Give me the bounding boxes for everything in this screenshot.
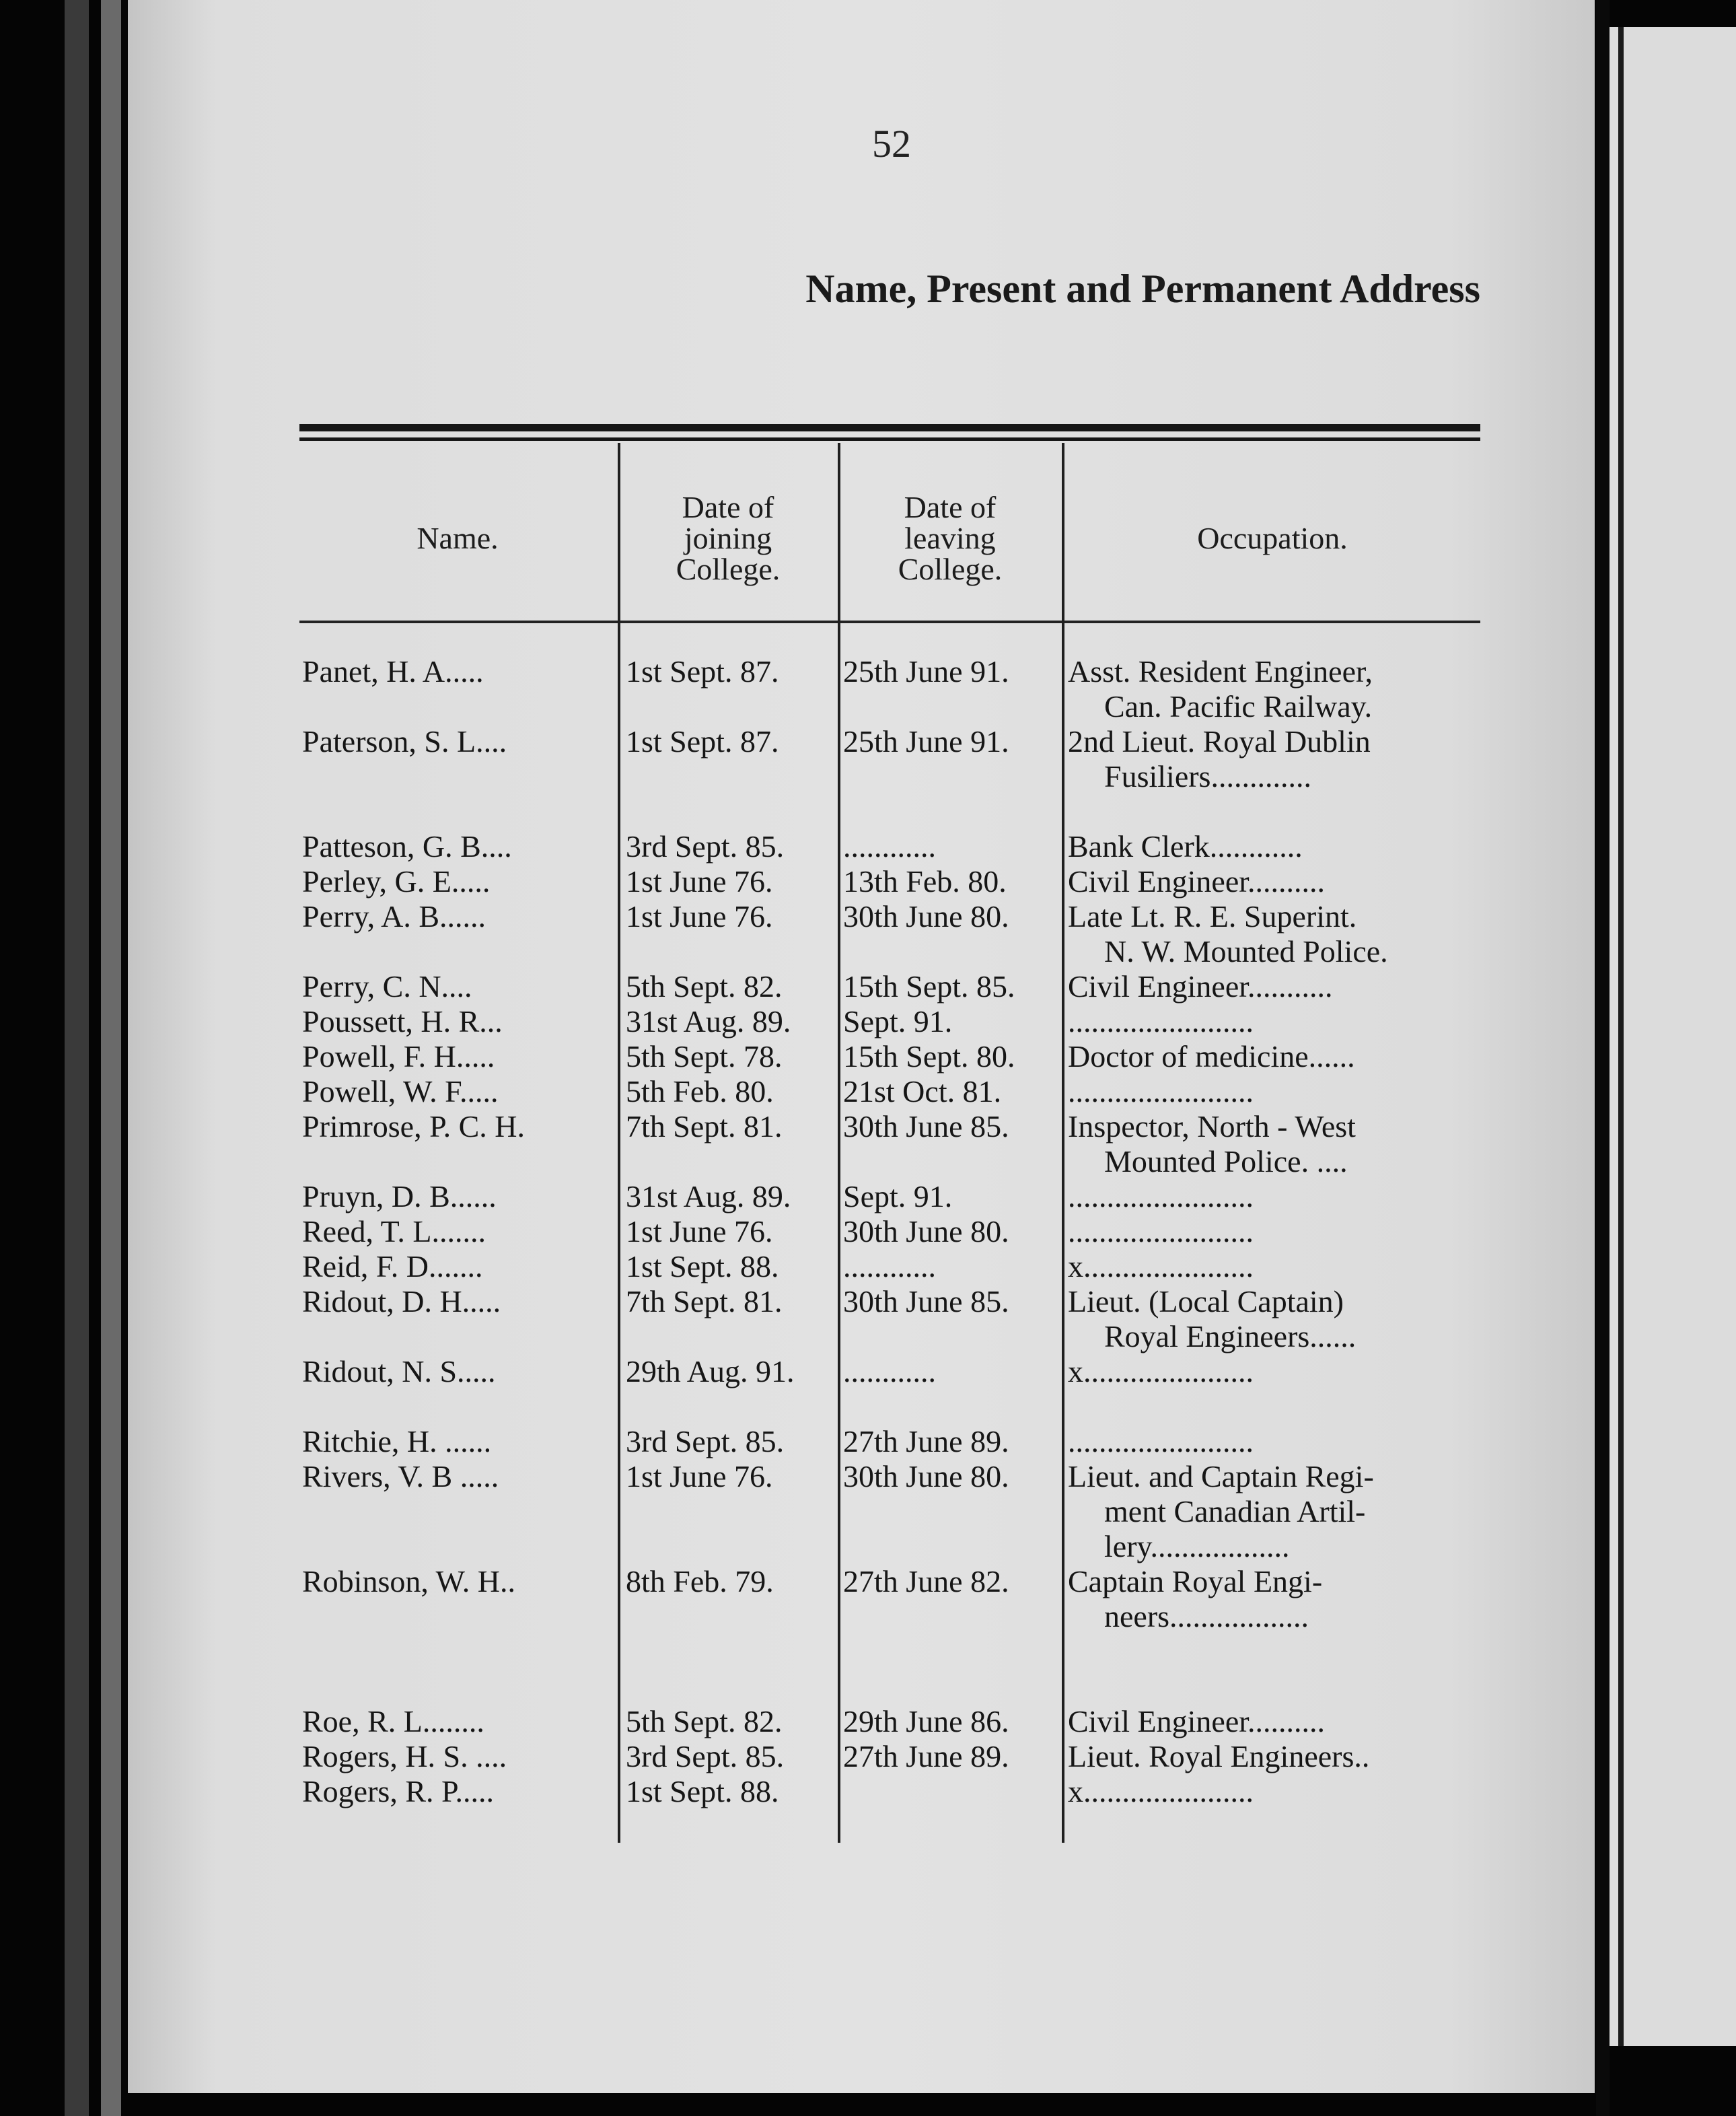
entry-occupation: Fusiliers............. — [1104, 759, 1311, 794]
row-line — [299, 1284, 1484, 1319]
adjacent-page — [1610, 27, 1736, 2046]
entry-occupation: Civil Engineer.......... — [1068, 864, 1326, 898]
row-line — [299, 1074, 1484, 1109]
entry-date-joining: 1st June 76. — [626, 864, 773, 898]
row-line — [299, 899, 1484, 934]
table-row — [299, 1179, 1484, 1214]
entry-name: Powell, F. H..... — [302, 1039, 495, 1073]
entry-name: Rogers, H. S. .... — [302, 1739, 507, 1773]
entry-date-leaving: 30th June 85. — [843, 1284, 1009, 1318]
entry-occupation: Bank Clerk............ — [1068, 829, 1303, 863]
entry-occupation: Lieut. (Local Captain) — [1068, 1284, 1344, 1318]
row-line — [299, 1564, 1484, 1599]
entry-date-leaving: 27th June 89. — [843, 1424, 1009, 1458]
entry-occupation: lery.................. — [1104, 1529, 1290, 1563]
entry-date-joining: 1st Sept. 88. — [626, 1774, 779, 1808]
entry-date-leaving: 25th June 91. — [843, 724, 1009, 759]
entry-name: Ridout, D. H..... — [302, 1284, 501, 1318]
entry-name: Perry, C. N.... — [302, 969, 472, 1003]
row-line — [299, 1494, 1484, 1529]
table-row — [299, 899, 1484, 969]
entry-date-joining: 1st Sept. 87. — [626, 724, 779, 759]
entry-date-joining: 7th Sept. 81. — [626, 1109, 783, 1143]
row-line — [299, 829, 1484, 864]
entry-occupation: ment Canadian Artil- — [1104, 1494, 1366, 1528]
entry-date-joining: 3rd Sept. 85. — [626, 829, 785, 863]
entry-occupation: Captain Royal Engi- — [1068, 1564, 1323, 1598]
entry-occupation: Can. Pacific Railway. — [1104, 689, 1373, 724]
entry-name: Rogers, R. P..... — [302, 1774, 494, 1808]
entry-date-joining: 5th Feb. 80. — [626, 1074, 774, 1108]
entry-name: Ridout, N. S..... — [302, 1354, 496, 1388]
entry-date-leaving: ............ — [843, 1354, 936, 1388]
entry-name: Rivers, V. B ..... — [302, 1459, 499, 1493]
entry-date-leaving: Sept. 91. — [843, 1004, 953, 1038]
entry-occupation: neers.................. — [1104, 1599, 1309, 1633]
row-line — [299, 1774, 1484, 1809]
entry-date-leaving: 29th June 86. — [843, 1704, 1009, 1738]
page-number: 52 — [872, 122, 911, 166]
entry-date-joining: 29th Aug. 91. — [626, 1354, 795, 1388]
entry-date-leaving: ............ — [843, 1249, 936, 1283]
entry-date-leaving: 30th June 80. — [843, 1214, 1009, 1248]
row-line — [299, 724, 1484, 759]
entry-date-leaving: Sept. 91. — [843, 1179, 953, 1213]
table-row — [299, 1774, 1484, 1809]
row-line — [299, 1039, 1484, 1074]
table-row — [299, 1739, 1484, 1774]
table-row — [299, 829, 1484, 864]
column-header-joining: Date of joining College. — [676, 490, 781, 586]
entry-occupation: x...................... — [1068, 1774, 1254, 1808]
entry-occupation: ........................ — [1068, 1074, 1254, 1108]
row-line — [299, 1354, 1484, 1389]
entry-date-joining: 31st Aug. 89. — [626, 1179, 791, 1213]
entry-occupation: Doctor of medicine...... — [1068, 1039, 1355, 1073]
entry-date-leaving: 27th June 89. — [843, 1739, 1009, 1773]
entry-occupation: Late Lt. R. E. Superint. — [1068, 899, 1357, 933]
column-header-name: Name. — [417, 521, 499, 555]
entry-date-leaving: 13th Feb. 80. — [843, 864, 1007, 898]
table-row — [299, 1249, 1484, 1284]
entry-occupation: Lieut. Royal Engineers.. — [1068, 1739, 1370, 1773]
row-line — [299, 1599, 1484, 1634]
row-line — [299, 1249, 1484, 1284]
entry-date-joining: 8th Feb. 79. — [626, 1564, 774, 1598]
entry-date-leaving: 30th June 80. — [843, 1459, 1009, 1493]
table-row — [299, 1214, 1484, 1249]
entry-date-joining: 1st Sept. 87. — [626, 654, 779, 689]
row-line — [299, 654, 1484, 689]
header-bottom-rule — [299, 621, 1480, 623]
entry-date-leaving: 15th Sept. 80. — [843, 1039, 1015, 1073]
row-line — [299, 1424, 1484, 1459]
table-row — [299, 1004, 1484, 1039]
entry-name: Paterson, S. L.... — [302, 724, 507, 759]
row-line — [299, 1529, 1484, 1564]
student-register-table — [299, 654, 1484, 1809]
table-row — [299, 1074, 1484, 1109]
entry-date-joining: 5th Sept. 82. — [626, 1704, 783, 1738]
table-row — [299, 1424, 1484, 1459]
adjacent-page-edge — [1618, 27, 1624, 2046]
table-row — [299, 1109, 1484, 1179]
entry-name: Panet, H. A..... — [302, 654, 484, 689]
entry-name: Roe, R. L........ — [302, 1704, 484, 1738]
entry-date-leaving: 27th June 82. — [843, 1564, 1009, 1598]
row-line — [299, 934, 1484, 969]
table-row — [299, 1284, 1484, 1354]
table-row — [299, 1704, 1484, 1739]
entry-name: Patteson, G. B.... — [302, 829, 512, 863]
entry-occupation: Civil Engineer........... — [1068, 969, 1333, 1003]
table-row — [299, 1459, 1484, 1564]
table-row — [299, 864, 1484, 899]
entry-occupation: Civil Engineer.......... — [1068, 1704, 1326, 1738]
entry-occupation: 2nd Lieut. Royal Dublin — [1068, 724, 1371, 759]
entry-name: Powell, W. F..... — [302, 1074, 499, 1108]
entry-name: Ritchie, H. ...... — [302, 1424, 492, 1458]
entry-date-leaving: 25th June 91. — [843, 654, 1009, 689]
entry-occupation: N. W. Mounted Police. — [1104, 934, 1388, 968]
row-line — [299, 1109, 1484, 1144]
entry-date-joining: 1st June 76. — [626, 899, 773, 933]
entry-date-joining: 1st June 76. — [626, 1459, 773, 1493]
table-row — [299, 724, 1484, 794]
row-line — [299, 1319, 1484, 1354]
entry-name: Pruyn, D. B...... — [302, 1179, 497, 1213]
entry-date-leaving: 15th Sept. 85. — [843, 969, 1015, 1003]
entry-date-leaving: 30th June 85. — [843, 1109, 1009, 1143]
row-line — [299, 1704, 1484, 1739]
row-line — [299, 1739, 1484, 1774]
table-row — [299, 654, 1484, 724]
table-row — [299, 1039, 1484, 1074]
row-line — [299, 1179, 1484, 1214]
entry-occupation: x...................... — [1068, 1354, 1254, 1388]
entry-date-joining: 5th Sept. 78. — [626, 1039, 783, 1073]
table-row — [299, 969, 1484, 1004]
row-line — [299, 759, 1484, 794]
entry-date-leaving: ............ — [843, 829, 936, 863]
table-row — [299, 1354, 1484, 1389]
row-line — [299, 969, 1484, 1004]
entry-name: Reed, T. L....... — [302, 1214, 486, 1248]
entry-date-joining: 1st June 76. — [626, 1214, 773, 1248]
entry-date-joining: 1st Sept. 88. — [626, 1249, 779, 1283]
table-top-rule-thin — [299, 437, 1480, 441]
entry-occupation: ........................ — [1068, 1004, 1254, 1038]
column-header-leaving: Date of leaving College. — [898, 490, 1003, 586]
row-line — [299, 1144, 1484, 1179]
entry-name: Perry, A. B...... — [302, 899, 486, 933]
entry-date-joining: 5th Sept. 82. — [626, 969, 783, 1003]
entry-occupation: Asst. Resident Engineer, — [1068, 654, 1373, 689]
entry-occupation: ........................ — [1068, 1214, 1254, 1248]
entry-occupation: ........................ — [1068, 1179, 1254, 1213]
entry-occupation: x...................... — [1068, 1249, 1254, 1283]
table-top-rule — [299, 424, 1480, 431]
entry-date-joining: 3rd Sept. 85. — [626, 1739, 785, 1773]
row-line — [299, 689, 1484, 724]
row-line — [299, 864, 1484, 899]
entry-occupation: Lieut. and Captain Regi- — [1068, 1459, 1374, 1493]
book-spine — [65, 0, 89, 2116]
page-gutter — [1596, 0, 1610, 2116]
entry-name: Perley, G. E..... — [302, 864, 491, 898]
entry-occupation: Royal Engineers...... — [1104, 1319, 1357, 1353]
entry-date-joining: 31st Aug. 89. — [626, 1004, 791, 1038]
entry-date-joining: 7th Sept. 81. — [626, 1284, 783, 1318]
entry-date-leaving: 30th June 80. — [843, 899, 1009, 933]
entry-date-leaving: 21st Oct. 81. — [843, 1074, 1002, 1108]
entry-name: Robinson, W. H.. — [302, 1564, 515, 1598]
book-spine-edge — [101, 0, 121, 2116]
row-line — [299, 1004, 1484, 1039]
column-header-occupation: Occupation. — [1197, 521, 1348, 555]
entry-occupation: ........................ — [1068, 1424, 1254, 1458]
entry-name: Reid, F. D....... — [302, 1249, 483, 1283]
entry-occupation: Mounted Police. .... — [1104, 1144, 1348, 1178]
page-title: Name, Present and Permanent Address — [805, 267, 1480, 311]
entry-name: Primrose, P. C. H. — [302, 1109, 525, 1143]
entry-occupation: Inspector, North - West — [1068, 1109, 1356, 1143]
row-line — [299, 1214, 1484, 1249]
entry-date-joining: 3rd Sept. 85. — [626, 1424, 785, 1458]
row-line — [299, 1459, 1484, 1494]
table-row — [299, 1564, 1484, 1634]
entry-name: Poussett, H. R... — [302, 1004, 503, 1038]
